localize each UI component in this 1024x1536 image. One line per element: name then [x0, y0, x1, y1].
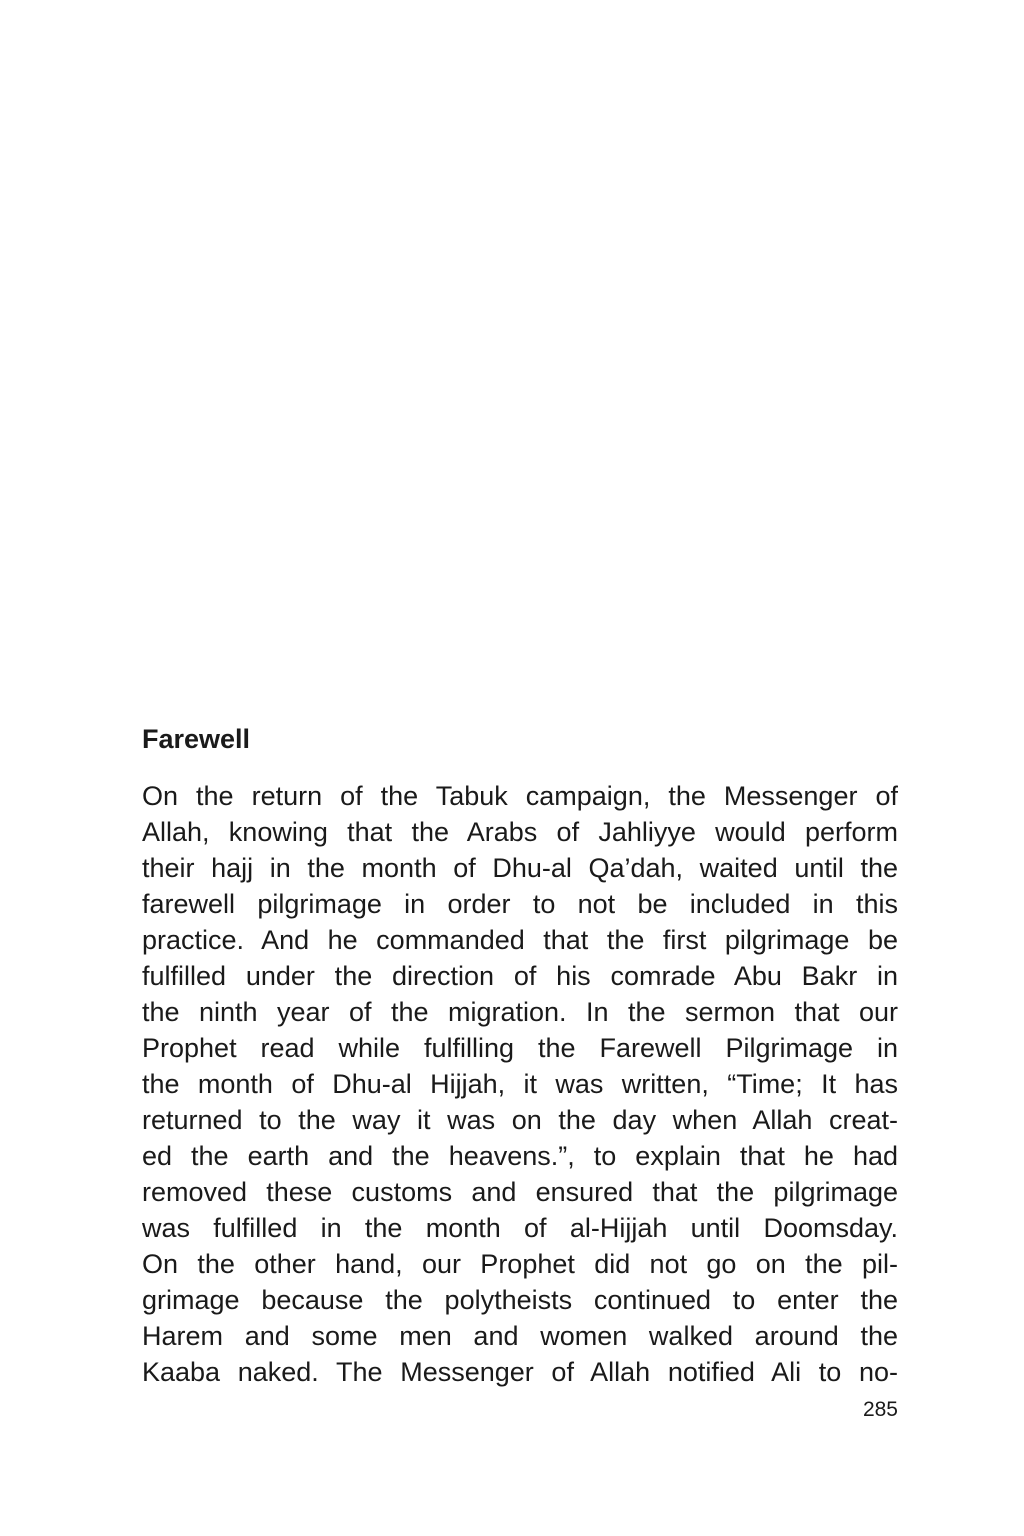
text-line: fulfilled under the direction of his comrade Abu Bakr in — [142, 961, 898, 991]
text-line: ed the earth and the heavens.”, to explain that he had — [142, 1141, 898, 1171]
text-line: farewell pilgrimage in order to not be included in this — [142, 889, 898, 919]
text-line: Kaaba naked. The Messenger of Allah notified Ali to no- — [142, 1357, 898, 1387]
text-line: practice. And he commanded that the first pilgrimage be — [142, 925, 898, 955]
text-line: removed these customs and ensured that the pilgrimage — [142, 1177, 898, 1207]
text-line: Prophet read while fulfilling the Farewell Pilgrimage in — [142, 1033, 898, 1063]
text-line: the month of Dhu-al Hijjah, it was written, “Time; It has — [142, 1069, 898, 1099]
text-line: returned to the way it was on the day when Allah creat- — [142, 1105, 898, 1135]
body-paragraph — [142, 778, 898, 1390]
text-line: On the other hand, our Prophet did not go on the pil- — [142, 1249, 898, 1279]
text-line: their hajj in the month of Dhu-al Qa’dah, waited until the — [142, 853, 898, 883]
text-line: Harem and some men and women walked around the — [142, 1321, 898, 1351]
section-heading: Farewell — [142, 724, 251, 754]
text-line: On the return of the Tabuk campaign, the Messenger of — [142, 781, 898, 811]
text-line: was fulfilled in the month of al-Hijjah until Doomsday. — [142, 1213, 898, 1243]
text-line: the ninth year of the migration. In the sermon that our — [142, 997, 898, 1027]
text-line: Allah, knowing that the Arabs of Jahliyye would perform — [142, 817, 898, 847]
page-number: 285 — [862, 1398, 898, 1421]
text-line: grimage because the polytheists continued to enter the — [142, 1285, 898, 1315]
